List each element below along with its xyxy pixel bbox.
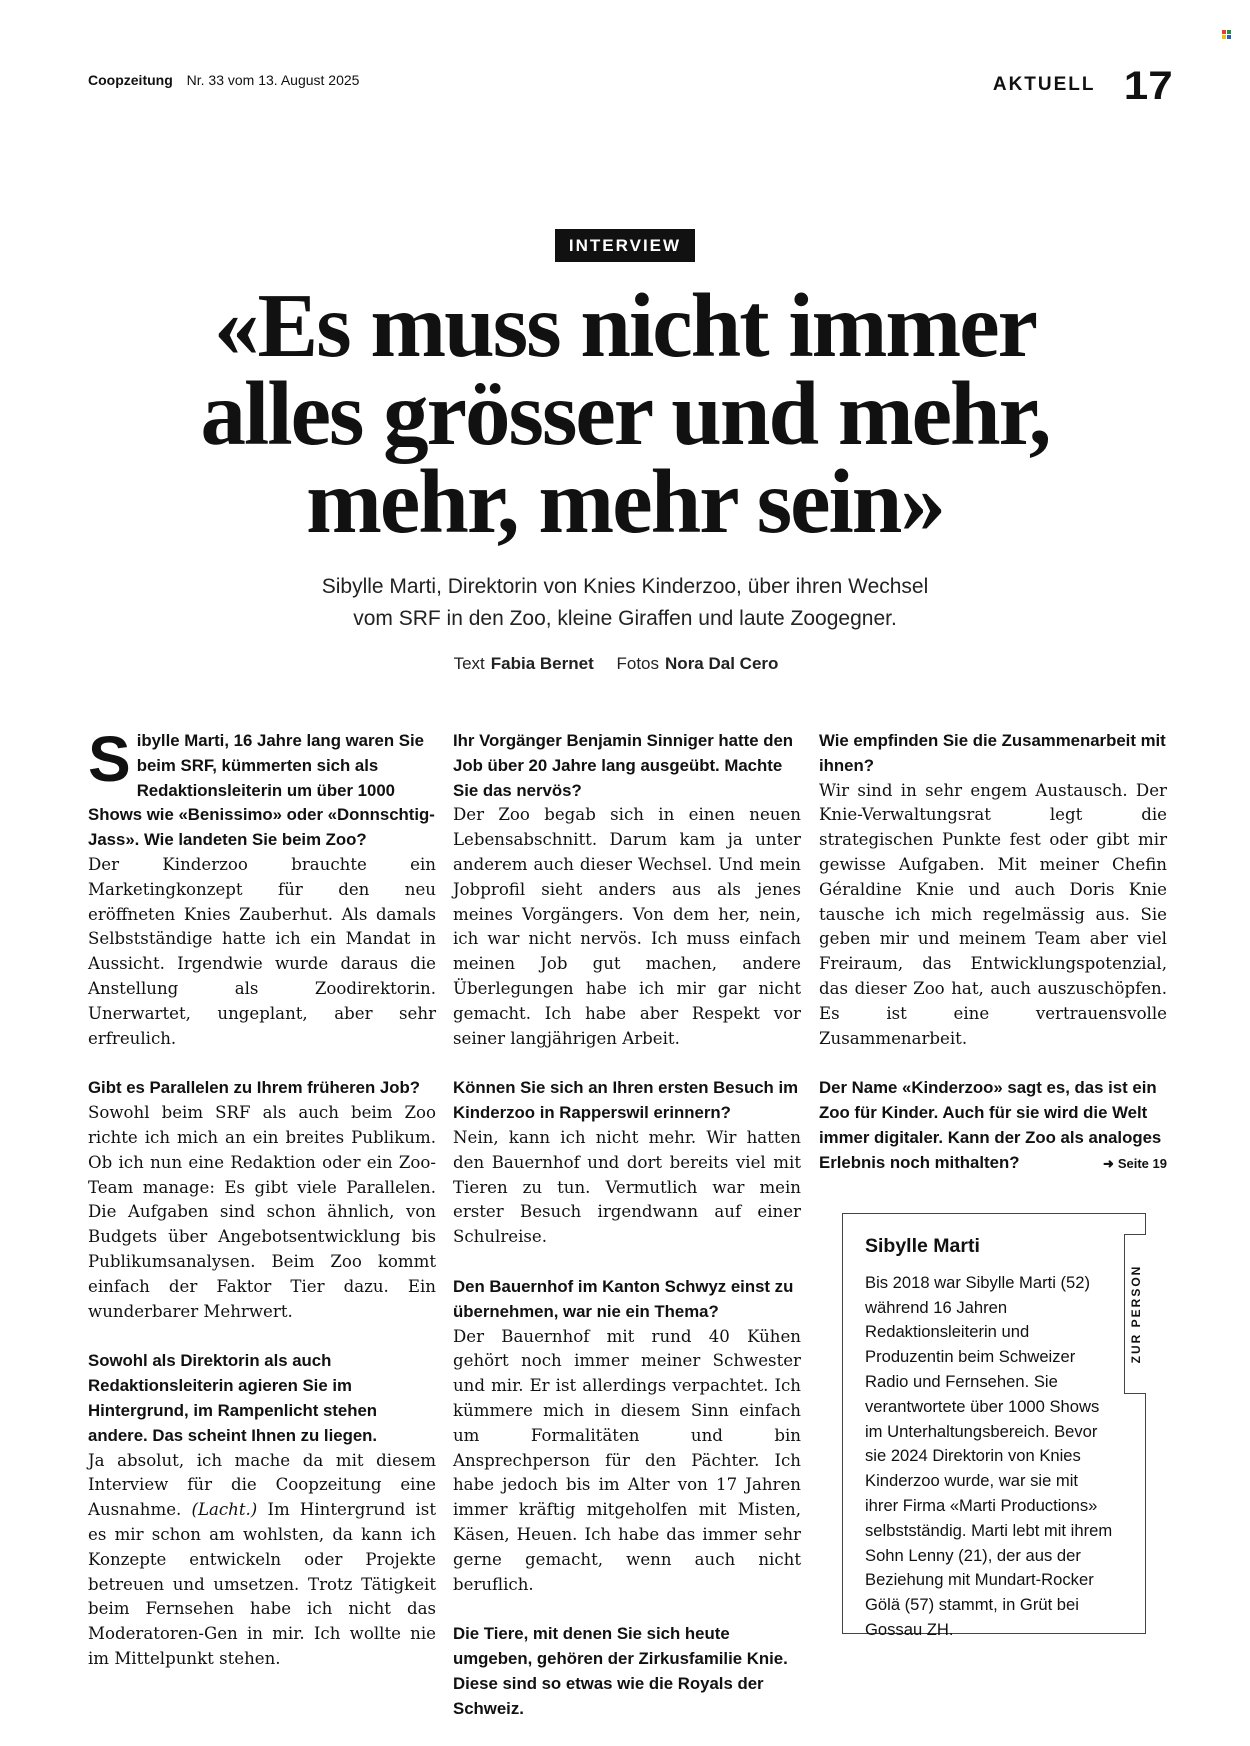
article-column-3 (819, 729, 1167, 1201)
section-header (992, 64, 1173, 108)
byline-photographer: Nora Dal Cero (665, 654, 779, 673)
infobox-content (865, 1234, 1115, 1643)
article-column-2 (453, 729, 801, 1746)
publication-name: Coopzeitung (88, 72, 173, 88)
qa-block (88, 723, 436, 1051)
byline-author: Fabia Bernet (490, 654, 594, 673)
article-column-1 (88, 723, 436, 1697)
qa-block (453, 1076, 801, 1250)
drop-cap: S (88, 723, 131, 795)
question: Der Name «Kinderzoo» sagt es, das ist ein Zoo für Kinder. Auch für sie wird die Welt immer digitaler. Kann der Zoo als analoges Erlebnis noch mithalten? (819, 1078, 1162, 1172)
question: Die Tiere, mit denen Sie sich heute umgeben, gehören der Zirkusfamilie Knie. Diese sind so etwas wie die Royals der Schweiz. (453, 1624, 788, 1718)
byline (0, 654, 1250, 674)
lead-line: Sibylle Marti, Direktorin von Knies Kinderzoo, über ihren Wechsel (321, 575, 929, 598)
kicker-container (0, 229, 1250, 262)
answer: Der Bauernhof mit rund 40 Kühen gehört noch immer meiner Schwester und mir. Er ist allerdings verpachtet. Ich kümmere mich in diesem Sinn einfach um Formalitäten und bin Ansprechperson für den Pächter. Ich habe jedoch bis im Alter von 17 Jahren immer kräftig mitgeholfen mit Misten, Käsen, Heuen. Ich habe das immer sehr gerne gemacht, wenn auch nicht beruflich. (453, 1326, 801, 1594)
qa-block (453, 1275, 801, 1597)
answer-text: Ja absolut, ich mache da mit diesem Interview für die Coopzeitung eine Ausnahme. (88, 1450, 436, 1520)
running-header (88, 72, 359, 88)
byline-photo-label: Fotos (616, 654, 660, 673)
answer-aside: (Lacht.) (191, 1500, 258, 1520)
issue-info: Nr. 33 vom 13. August 2025 (186, 72, 360, 88)
continued-page: Seite 19 (1117, 1155, 1167, 1171)
kicker-badge: INTERVIEW (555, 229, 695, 262)
qa-block (453, 1622, 801, 1721)
answer-text: Im Hintergrund ist es mir schon am wohlsten, da kann ich Konzepte entwickeln oder Projekte betreuen und umsetzen. Trotz Tätigkeit beim Fernsehen habe ich nicht das Moderatoren-Gen in mir. Ich wollte nie im Mittelpunkt stehen. (88, 1500, 436, 1668)
infobox-tab (1124, 1234, 1146, 1394)
answer: Sowohl beim SRF als auch beim Zoo richte ich mich an ein breites Publikum. Ob ich nun eine Redaktion oder ein Zoo-Team manage: Es gibt viele Parallelen. Die Aufgaben sind schon ähnlich, von Budgets über Angebotsentwicklung bis Publikumsanalysen. Beim Zoo kommt einfach der Faktor Tier dazu. Ein wunderbarer Mehrwert. (88, 1103, 436, 1321)
arrow-right-icon: ➜ (1102, 1155, 1114, 1171)
qa-block (88, 1349, 436, 1671)
headline (60, 275, 1190, 552)
answer: Wir sind in sehr engem Austausch. Der Knie-Verwaltungsrat legt die strategischen Punkte fest oder gibt mir gewisse Aufgaben. Mit meiner Chefin Géraldine Knie und auch Doris Knie tausche ich mich regelmässig aus. Sie geben mir und meinem Team aber viel Freiraum, das Entwicklungspotenzial, das dieser Zoo hat, auch auszuschöpfen. Es ist eine vertrauensvolle Zusammenarbeit. (819, 780, 1167, 1048)
question: Können Sie sich an Ihren ersten Besuch im Kinderzoo in Rapperswil erinnern? (453, 1078, 799, 1123)
headline-line: alles grösser und mehr, (200, 363, 1050, 464)
headline-line: «Es muss nicht immer (214, 275, 1036, 376)
question: Wie empfinden Sie die Zusammenarbeit mit ihnen? (819, 731, 1166, 775)
infobox-body: Bis 2018 war Sibylle Marti (52) während 16 Jahren Redaktionsleiterin und Produzentin beim Schweizer Radio und Fernsehen. Sie verantwortete über 1000 Shows im Unterhaltungsbereich. Bevor sie 2024 Direktorin von Knies Kinderzoo wurde, war sie mit ihrer Firma «Marti Productions» selbstständig. Marti lebt mit ihrem Sohn Lenny (21), der aus der Beziehung mit Mundart-Rocker Gölä (57) stammt, in Grüt bei Gossau ZH. (865, 1272, 1113, 1639)
byline-text-label: Text (453, 654, 485, 673)
question: ibylle Marti, 16 Jahre lang waren Sie beim SRF, kümmerten sich als Redaktionsleiterin um über 1000 Shows wie «Benissimo» oder «Donnschtig-Jass». Wie landeten Sie beim Zoo? (88, 731, 435, 850)
page-number: 17 (1123, 64, 1173, 108)
question: Ihr Vorgänger Benjamin Sinniger hatte den Job über 20 Jahre lang ausgeübt. Machte Sie das nervös? (453, 731, 794, 800)
answer: Nein, kann ich nicht mehr. Wir hatten den Bauernhof und dort bereits viel mit Tieren zu tun. Vermutlich war mein erster Besuch irgendwann auf einer Schulreise. (453, 1127, 801, 1247)
answer: Der Zoo begab sich in einen neuen Lebensabschnitt. Darum kam ja unter anderem auch dieser Wechsel. Und mein Jobprofil sieht anders aus als jenes meines Vorgängers. Von dem her, nein, ich war nicht nervös. Ich muss einfach meinen Job gut machen, andere Überlegungen habe ich mir gar nicht gemacht. Ich habe aber Respekt vor seiner langjährigen Arbeit. (453, 805, 801, 1048)
infobox-tab-label: ZUR PERSON (1128, 1264, 1143, 1364)
corner-color-mark-icon (1222, 30, 1232, 40)
answer (88, 1449, 436, 1672)
qa-block (88, 1076, 436, 1324)
person-infobox (842, 1213, 1146, 1639)
headline-line: mehr, mehr sein» (306, 451, 944, 552)
lead-line: vom SRF in den Zoo, kleine Giraffen und laute Zoogegner. (353, 607, 897, 630)
section-label: AKTUELL (992, 74, 1096, 95)
question: Gibt es Parallelen zu Ihrem früheren Job? (88, 1078, 420, 1098)
infobox-title: Sibylle Marti (865, 1235, 980, 1257)
qa-block (819, 1076, 1167, 1176)
qa-block (819, 729, 1167, 1051)
lead-paragraph (100, 571, 1150, 635)
question: Sowohl als Direktorin als auch Redaktionsleiterin agieren Sie im Hintergrund, im Rampenlicht stehen andere. Das scheint Ihnen zu liegen. (88, 1351, 378, 1445)
question: Den Bauernhof im Kanton Schwyz einst zu übernehmen, war nie ein Thema? (453, 1276, 794, 1321)
qa-block (453, 729, 801, 1051)
answer: Der Kinderzoo brauchte ein Marketingkonzept für den neu eröffneten Knies Zauberhut. Als damals Selbstständige hatte ich ein Mandat in Aussicht. Irgendwie wurde daraus die Anstellung als Zoodirektorin. Unerwartet, ungeplant, aber sehr erfreulich. (88, 854, 436, 1048)
